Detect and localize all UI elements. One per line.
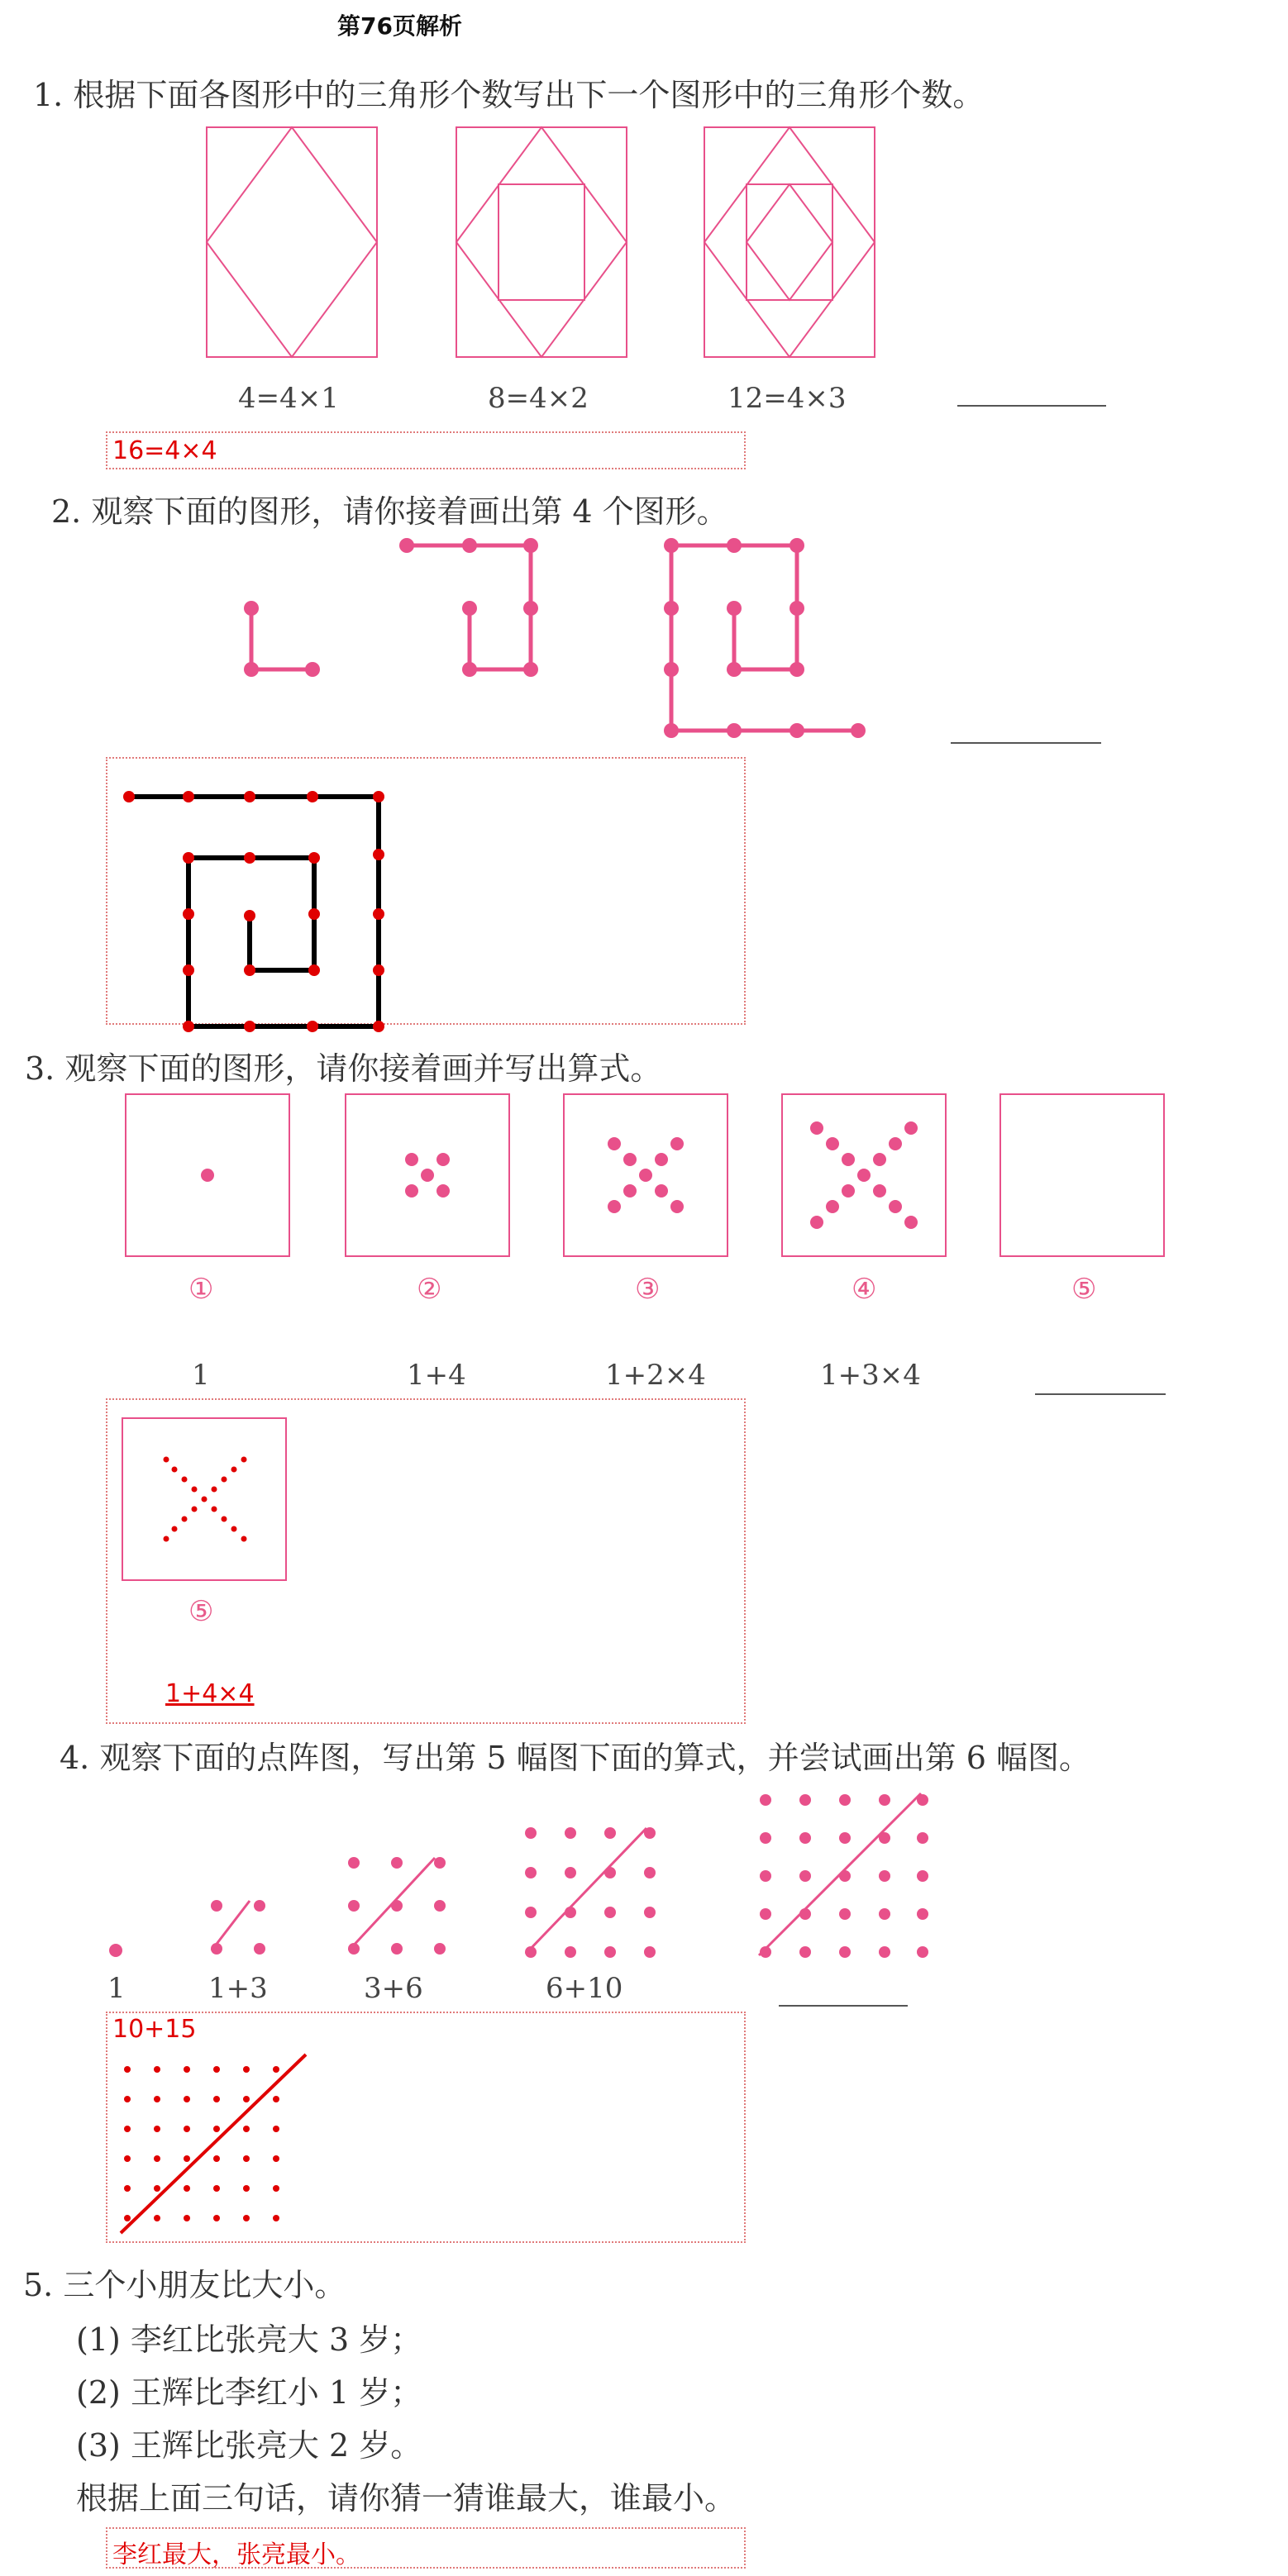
q1-figure-3 [703, 126, 876, 359]
q1-label-3: 12=4×3 [727, 382, 847, 415]
q1-answer-box [106, 431, 746, 469]
question-3-text: 3. 观察下面的图形，请你接着画并写出算式。 [25, 1050, 662, 1087]
q1-label-1: 4=4×1 [238, 382, 339, 415]
q2-figure-1 [240, 598, 331, 681]
q3-figure-2 [344, 1093, 511, 1258]
q1-figure-1 [205, 126, 379, 359]
q4-label-2: 1+3 [208, 1972, 268, 2005]
q5-answer-box [106, 2527, 746, 2569]
q4-figure-4 [522, 1825, 658, 1960]
q3-figure-4 [780, 1093, 947, 1258]
q4-answer-figure [117, 2051, 316, 2236]
q5-line-2: (2) 王辉比李红小 1 岁； [76, 2374, 422, 2411]
q1-answer: 16=4×4 [112, 436, 217, 465]
q2-answer-box [106, 757, 746, 1025]
q3-label-2: 1+4 [407, 1359, 466, 1392]
q4-answer-box [106, 2012, 746, 2243]
q2-figure-2 [397, 536, 546, 684]
q5-answer: 李红最大，张亮最小。 [112, 2540, 360, 2569]
q3-circle-1: ① [188, 1273, 214, 1306]
q5-prompt: 根据上面三句话，请你猜一猜谁最大，谁最小。 [76, 2480, 737, 2516]
q3-answer-blank [1035, 1393, 1166, 1395]
question-1-text: 1. 根据下面各图形中的三角形个数写出下一个图形中的三角形个数。 [33, 77, 985, 113]
q3-circle-4: ④ [852, 1273, 877, 1306]
q5-line-3: (3) 王辉比张亮大 2 岁。 [76, 2427, 422, 2464]
q4-figure-2 [208, 1897, 270, 1959]
q3-figure-3 [562, 1093, 729, 1258]
q4-label-3: 3+6 [364, 1972, 423, 2005]
q4-figure-5 [756, 1790, 933, 1960]
q3-answer-figure [121, 1417, 288, 1582]
q3-answer-box [106, 1398, 746, 1724]
q3-circle-3: ③ [635, 1273, 661, 1306]
q3-answer: 1+4×4 [165, 1679, 255, 1708]
question-2-text: 2. 观察下面的图形，请你接着画出第 4 个图形。 [51, 493, 728, 530]
q3-label-3: 1+2×4 [605, 1359, 706, 1392]
q4-answer-blank [779, 2005, 908, 2007]
q2-answer-blank [951, 742, 1101, 744]
q3-label-1: 1 [192, 1359, 210, 1392]
q3-label-4: 1+3×4 [820, 1359, 921, 1392]
question-5-text: 5. 三个小朋友比大小。 [23, 2267, 346, 2303]
q3-answer-circle: ⑤ [188, 1595, 214, 1628]
q1-answer-blank [957, 405, 1106, 407]
question-4-text: 4. 观察下面的点阵图，写出第 5 幅图下面的算式，并尝试画出第 6 幅图。 [60, 1740, 1091, 1776]
page-title: 第76页解析 [337, 12, 462, 40]
q1-figure-2 [455, 126, 628, 359]
q3-figure-1 [124, 1093, 291, 1258]
q3-circle-2: ② [417, 1273, 442, 1306]
q3-circle-5: ⑤ [1071, 1273, 1097, 1306]
q4-figure-3 [346, 1855, 448, 1957]
q2-answer-spiral [121, 775, 385, 1023]
q5-line-1: (1) 李红比张亮大 3 岁； [76, 2321, 422, 2358]
q4-label-1: 1 [107, 1972, 126, 2005]
q3-figure-5-empty [999, 1093, 1166, 1258]
q2-figure-3 [661, 536, 876, 742]
q1-label-2: 8=4×2 [488, 382, 589, 415]
q4-label-4: 6+10 [546, 1972, 623, 2005]
q4-answer: 10+15 [112, 2015, 197, 2044]
q4-figure-1 [107, 1942, 124, 1959]
